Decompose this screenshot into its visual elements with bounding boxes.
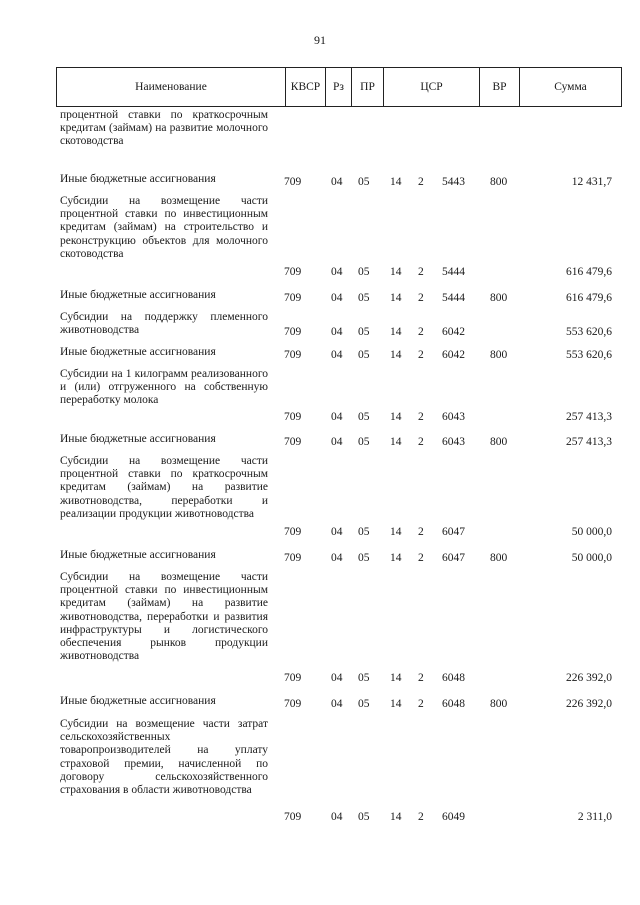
- row-pr: 05: [358, 436, 370, 448]
- row-name: Иные бюджетные ассигнования: [60, 346, 216, 358]
- row-kvsr: 709: [284, 411, 302, 423]
- row-sum: 553 620,6: [566, 349, 612, 361]
- row-pr: 05: [358, 176, 370, 188]
- row-csr3: 6048: [442, 672, 465, 684]
- row-csr1: 14: [390, 411, 402, 423]
- header-pr: ПР: [351, 68, 383, 106]
- row-csr1: 14: [390, 811, 402, 823]
- row-csr1: 14: [390, 436, 402, 448]
- row-sum: 553 620,6: [566, 326, 612, 338]
- row-name: Субсидии на 1 килограмм реализованного и (или) отгруженного на собственную переработку молока: [60, 368, 268, 407]
- row-name: Иные бюджетные ассигнования: [60, 289, 216, 301]
- row-sum: 12 431,7: [571, 176, 612, 188]
- row-name: Субсидии на возмещение части процентной ставки по инвестиционным кредитам (займам) на строительство и реконструкцию объектов для молочного скотоводства: [60, 195, 268, 260]
- table-row: [56, 173, 622, 189]
- row-rz: 04: [331, 349, 343, 361]
- row-kvsr: 709: [284, 349, 302, 361]
- row-csr2: 2: [418, 411, 424, 423]
- table-row: [56, 433, 622, 449]
- row-rz: 04: [331, 266, 343, 278]
- row-sum: 226 392,0: [566, 672, 612, 684]
- row-sum: 257 413,3: [566, 411, 612, 423]
- header-rz: Рз: [325, 68, 351, 106]
- row-kvsr: 709: [284, 698, 302, 710]
- row-sum: 257 413,3: [566, 436, 612, 448]
- table-row: [56, 455, 622, 539]
- row-csr2: 2: [418, 436, 424, 448]
- row-pr: 05: [358, 292, 370, 304]
- row-vr: 800: [490, 698, 508, 710]
- row-csr3: 5444: [442, 292, 465, 304]
- row-name: Субсидии на поддержку племенного животноводства: [60, 311, 268, 337]
- row-csr1: 14: [390, 326, 402, 338]
- row-rz: 04: [331, 292, 343, 304]
- row-csr3: 6049: [442, 811, 465, 823]
- table-header: [56, 67, 622, 107]
- row-sum: 50 000,0: [571, 526, 612, 538]
- row-csr2: 2: [418, 811, 424, 823]
- header-name: Наименование: [135, 81, 207, 93]
- row-kvsr: 709: [284, 266, 302, 278]
- row-csr2: 2: [418, 349, 424, 361]
- header-vr: ВР: [479, 68, 519, 106]
- row-csr1: 14: [390, 698, 402, 710]
- table-row: [56, 695, 622, 711]
- row-name: Субсидии на возмещение части процентной ставки по краткосрочным кредитам (займам) на развитие животноводства, переработки и реализации продукции животноводства: [60, 455, 268, 520]
- row-vr: 800: [490, 292, 508, 304]
- header-kvsr: КВСР: [285, 68, 325, 106]
- row-csr1: 14: [390, 349, 402, 361]
- table-row: [56, 311, 622, 339]
- header-sum: Сумма: [519, 68, 621, 106]
- row-vr: 800: [490, 176, 508, 188]
- row-csr2: 2: [418, 698, 424, 710]
- row-csr1: 14: [390, 292, 402, 304]
- row-csr1: 14: [390, 526, 402, 538]
- row-csr3: 6043: [442, 411, 465, 423]
- row-kvsr: 709: [284, 552, 302, 564]
- table-row: [56, 549, 622, 565]
- row-sum: 616 479,6: [566, 266, 612, 278]
- row-csr2: 2: [418, 552, 424, 564]
- row-vr: 800: [490, 552, 508, 564]
- row-pr: 05: [358, 526, 370, 538]
- row-kvsr: 709: [284, 176, 302, 188]
- row-name: процентной ставки по краткосрочным кредитам (займам) на развитие молочного скотоводства: [60, 109, 268, 148]
- row-rz: 04: [331, 526, 343, 538]
- row-rz: 04: [331, 436, 343, 448]
- row-csr3: 6043: [442, 436, 465, 448]
- row-rz: 04: [331, 811, 343, 823]
- row-vr: 800: [490, 436, 508, 448]
- row-csr2: 2: [418, 672, 424, 684]
- row-pr: 05: [358, 326, 370, 338]
- table-row: [56, 109, 622, 165]
- row-rz: 04: [331, 698, 343, 710]
- row-csr3: 6042: [442, 326, 465, 338]
- row-sum: 226 392,0: [566, 698, 612, 710]
- row-rz: 04: [331, 326, 343, 338]
- row-csr3: 6047: [442, 552, 465, 564]
- row-csr2: 2: [418, 526, 424, 538]
- row-sum: 2 311,0: [577, 811, 612, 823]
- row-name: Иные бюджетные ассигнования: [60, 549, 216, 561]
- row-csr2: 2: [418, 292, 424, 304]
- table-row: [56, 571, 622, 685]
- row-sum: 616 479,6: [566, 292, 612, 304]
- row-csr1: 14: [390, 266, 402, 278]
- table-row: [56, 289, 622, 305]
- row-name: Иные бюджетные ассигнования: [60, 433, 216, 445]
- row-csr2: 2: [418, 326, 424, 338]
- row-sum: 50 000,0: [571, 552, 612, 564]
- row-name: Субсидии на возмещение части процентной ставки по инвестиционным кредитам (займам) на развитие животноводства, переработки и развития инфраструктуры и логистического обеспечения рынков продукции животноводства: [60, 571, 268, 663]
- row-csr3: 6047: [442, 526, 465, 538]
- row-pr: 05: [358, 811, 370, 823]
- page-number: 91: [314, 33, 326, 47]
- table-row: [56, 195, 622, 279]
- row-kvsr: 709: [284, 672, 302, 684]
- row-csr3: 5444: [442, 266, 465, 278]
- row-csr2: 2: [418, 176, 424, 188]
- table-row: [56, 718, 622, 824]
- row-rz: 04: [331, 552, 343, 564]
- row-kvsr: 709: [284, 436, 302, 448]
- row-rz: 04: [331, 672, 343, 684]
- row-csr1: 14: [390, 176, 402, 188]
- row-pr: 05: [358, 552, 370, 564]
- row-kvsr: 709: [284, 811, 302, 823]
- row-csr1: 14: [390, 672, 402, 684]
- row-vr: 800: [490, 349, 508, 361]
- row-rz: 04: [331, 176, 343, 188]
- header-csr: ЦСР: [383, 68, 479, 106]
- row-kvsr: 709: [284, 526, 302, 538]
- row-pr: 05: [358, 672, 370, 684]
- row-pr: 05: [358, 698, 370, 710]
- row-name: Иные бюджетные ассигнования: [60, 695, 216, 707]
- row-pr: 05: [358, 266, 370, 278]
- row-csr3: 6048: [442, 698, 465, 710]
- row-kvsr: 709: [284, 292, 302, 304]
- row-pr: 05: [358, 349, 370, 361]
- row-csr3: 5443: [442, 176, 465, 188]
- row-rz: 04: [331, 411, 343, 423]
- table-row: [56, 368, 622, 424]
- row-csr3: 6042: [442, 349, 465, 361]
- table-row: [56, 346, 622, 362]
- row-name: Субсидии на возмещение части затрат сельскохозяйственных товаропроизводителей на уплату страховой премии, начисленной по договору сельскохозяйственного страхования в области животноводства: [60, 718, 268, 797]
- row-csr2: 2: [418, 266, 424, 278]
- row-kvsr: 709: [284, 326, 302, 338]
- row-pr: 05: [358, 411, 370, 423]
- row-csr1: 14: [390, 552, 402, 564]
- row-name: Иные бюджетные ассигнования: [60, 173, 216, 185]
